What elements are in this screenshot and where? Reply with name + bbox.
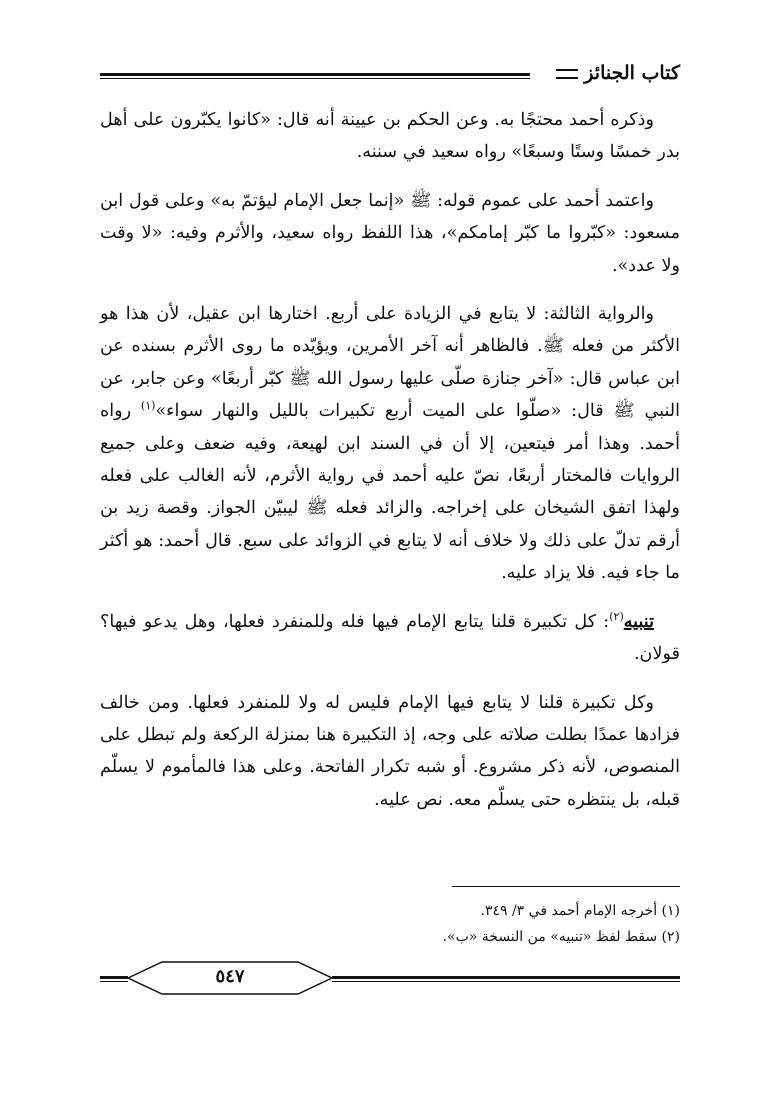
footer-rule-right <box>332 976 680 982</box>
main-text <box>100 104 680 830</box>
header-rule <box>100 73 530 79</box>
footnotes <box>100 898 680 950</box>
header-ornament <box>556 69 578 79</box>
running-header <box>100 64 680 88</box>
footnote-1: (١) أخرجه الإمام أحمد في ٣/ ٣٤٩. <box>480 903 680 919</box>
paragraph-final: وكل تكبيرة قلنا لا يتابع فيها الإمام فليس له ولا للمنفرد فعلها. ومن خالف فزادها عمدًا بطلت صلاته على وجه، إذ التكبيرة هنا بمنزلة الركعة ولم تبطل على المنصوص، لأنه ذكر مشروع. أو شبه تكرار الفاتحة. وعلى هذا فالمأموم لا يسلّم قبله، بل ينتظره حتى يسلّم معه. نص عليه. <box>100 692 680 810</box>
page-number: ٥٤٧ <box>215 966 245 987</box>
footnote-ref-2: (٢) <box>609 609 624 623</box>
paragraph-2: واعتمد أحمد على عموم قوله: ﷺ «إنما جعل الإمام ليؤتمّ به» وعلى قول ابن مسعود: «كبّروا ما كبّر إمامكم»، هذا اللفظ رواه سعيد، والأثرم وفيه: «لا وقت ولا عدد». <box>100 190 680 276</box>
notice-text: : كل تكبيرة قلنا يتابع الإمام فيها فله وللمنفرد فعلها، وهل يدعو فيها؟ قولان. <box>100 611 680 665</box>
footnote-2: (٢) سقط لفظ «تنبيه» من النسخة «ب». <box>442 929 680 945</box>
footnote-ref-1: (١) <box>140 399 156 413</box>
chapter-title <box>556 62 680 84</box>
paragraph-3-text: والرواية الثالثة: لا يتابع في الزيادة على أربع. اختارها ابن عقيل، لأن هذا هو الأكثر من فعله ﷺ. فالظاهر أنه آخر الأمرين، ويؤيّده ما روى الأثرم بسنده عن ابن عباس قال: «آخر جنازة صلّى عليها رسول الله ﷺ كبّر أربعًا» وعن جابر، عن النبي ﷺ قال: «صلّوا على الميت أربع تكبيرات بالليل والنهار سواء» <box>100 304 680 422</box>
paragraph-3 <box>100 298 680 590</box>
paragraph-3-tail: رواه أحمد. وهذا أمر فيتعين، إلا أن في السند ابن لهيعة، وفيه ضعف وعلى جميع الروايات فالمختار أربعًا، نصّ عليه أحمد في رواية الأثرم، لأنه الغالب على فعله ولهذا اتفق الشيخان على إخراجه. والزائد فعله ﷺ ليبيّن الجواز. وقصة زيد بن أرقم تدلّ على ذلك ولا خلاف أنه لا يتابع في الزوائد على سبع. قال أحمد: هو أكثر ما جاء فيه. فلا يزاد عليه. <box>100 401 680 584</box>
paragraph-1: وذكره أحمد محتجًا به. وعن الحكم بن عيينة أنه قال: «كانوا يكبّرون على أهل بدر خمسًا وستًا وسبعًا» رواه سعيد في سننه. <box>100 110 680 163</box>
notice-paragraph <box>100 606 680 671</box>
notice-heading: تنبيه <box>623 610 654 632</box>
chapter-title-text: كتاب الجنائز <box>584 62 680 84</box>
footnote-separator <box>452 886 680 887</box>
page-footer <box>100 960 680 1000</box>
